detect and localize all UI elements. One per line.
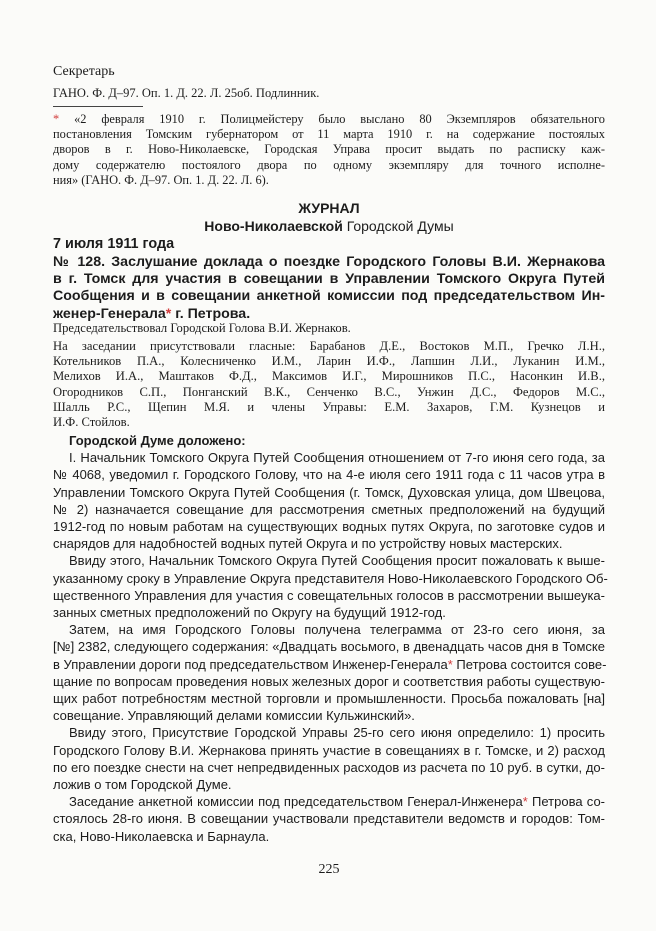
heading-line: № 128. Заслушание доклада о поездке Городского Головы В.И. Жернакова bbox=[53, 254, 605, 270]
body-line: в Управлении дороги под председательством Инженер-Генерала* Петрова состоится сове- bbox=[53, 656, 607, 672]
footnote-line: * «2 февраля 1910 г. Полицмейстеру было выслано 80 Экземпляров обязательного bbox=[53, 112, 605, 126]
duma-subtitle-rest: Городской Думы bbox=[342, 218, 454, 234]
heading-line: Сообщения и в совещании анкетной комиссии под председательством Ин- bbox=[53, 288, 605, 305]
body-line: щание по вопросам проведения новых железных дорог и соответствия работы существую- bbox=[53, 673, 605, 689]
signature-line: Секретарь bbox=[53, 64, 115, 79]
body-line: по его поездке снести на счет непредвиденных расходов из расчета по 10 руб. в сутки, до- bbox=[53, 759, 605, 775]
page-number: 225 bbox=[318, 862, 340, 877]
body-line: щих работ потребностям местной торговли и промышленности. Просьба пожаловать [на] bbox=[53, 691, 605, 707]
body-line: занных сметных предположений по Округу на будущий 1912-год. bbox=[53, 605, 446, 621]
body-line: стоялось 28-го июня. В совещании участвовали представители ведомств и городов: Том- bbox=[53, 811, 605, 827]
attendees-line: Огородников С.П., Понганский В.К., Сенченко В.С., Унжин Д.С., Федоров М.С., bbox=[53, 384, 605, 399]
attendees-line: Шалль Р.С., Щепин М.Я. и члены Управы: Е.М. Захаров, Г.М. Кузнецов и bbox=[53, 399, 605, 414]
body-line: I. Начальник Томского Округа Путей Сообщения отношением от 7-го июня сего года, за bbox=[69, 450, 605, 466]
footnote-line: постановления Томским губернатором от 11 марта 1910 г. на содержание постоялых bbox=[53, 127, 605, 142]
duma-subtitle-bold: Ново-Николаевской bbox=[204, 218, 343, 234]
body-line: Затем, на имя Городского Головы получена телеграмма от 23-го сего июня, за bbox=[69, 622, 605, 638]
body-line: Ввиду этого, Присутствие Городской Управы 25-го сего июня определило: 1) просить bbox=[69, 725, 605, 741]
body-line: щественного Управления для участия с совещательных голосов в рассмотрении вышеука- bbox=[53, 587, 605, 603]
footnote-line: дворов в г. Ново-Николаевске, Городская Управа просит выдать по расписку каж- bbox=[53, 142, 605, 157]
footnote-line: дому содержателю постоялого двора по одному экземпляру для точного исполне- bbox=[53, 157, 605, 172]
body-line: Ввиду этого, Начальник Томского Округа Путей Сообщения просит пожаловать к выше- bbox=[69, 553, 605, 569]
attendees-line: И.Ф. Стойлов. bbox=[53, 415, 130, 430]
body-line: Управлении Томского Округа Путей Сообщения (г. Томск, Духовская улица, дом Швецова, bbox=[53, 484, 605, 500]
body-line: снарядов для надобностей водных путей Округа и по устройству новых мастерских. bbox=[53, 536, 563, 552]
footnote bbox=[53, 112, 605, 188]
attendees-list bbox=[53, 339, 605, 430]
body-line: Заседание анкетной комиссии под председательством Генерал-Инженера* Петрова со- bbox=[69, 794, 605, 810]
body-line: № 4068, уведомил г. Городского Голову, что на 4-е июля сего 1911 года с 11 часов утра в bbox=[53, 467, 605, 483]
body-line: совещание. Управляющий делами комиссии Кульжинский». bbox=[53, 708, 415, 724]
footnote-asterisk: * bbox=[53, 112, 60, 126]
reported-heading: Городской Думе доложено: bbox=[69, 433, 246, 448]
footnote-line: ния» (ГАНО. Ф. Д–97. Оп. 1. Д. 22. Л. 6). bbox=[53, 172, 269, 187]
duma-subtitle bbox=[53, 218, 605, 235]
attendees-line: На заседании присутствовали гласные: Барабанов Д.Е., Востоков М.П., Гречко Л.Н., bbox=[53, 339, 605, 353]
body-line: 1912-год по новым работам на существующих водных путях Округа, по заготовке судов и bbox=[53, 519, 605, 535]
body-line: указанному сроку в Управление Округа представителя Ново-Николаевского Городского Об- bbox=[53, 570, 608, 586]
archive-reference: ГАНО. Ф. Д–97. Оп. 1. Д. 22. Л. 25об. Подлинник. bbox=[53, 86, 320, 100]
document-date: 7 июля 1911 года bbox=[53, 236, 175, 252]
document-heading bbox=[53, 254, 605, 323]
body-line: ложив о том Городской Думе. bbox=[53, 777, 232, 793]
document-body bbox=[53, 432, 608, 845]
body-line: ска, Ново-Николаевска и Барнаула. bbox=[53, 828, 270, 844]
chairman-line: Председательствовал Городской Голова В.И. Жернаков. bbox=[53, 321, 351, 335]
body-line: Городского Голову В.И. Жернакова принять участие в совещаниях в г. Томске, и 2) расход bbox=[53, 742, 605, 758]
body-line: [№] 2382, следующего содержания: «Двадцать восьмого, в двенадцать часов дня в Томске bbox=[53, 639, 605, 655]
heading-line: в г. Томск для участия в совещании в Управлении Томского Округа Путей bbox=[53, 271, 605, 288]
journal-title: ЖУРНАЛ bbox=[298, 200, 360, 216]
attendees-line: Мелихов И.А., Маштаков Ф.Д., Максимов И.Г., Мирошников П.С., Насонкин И.В., bbox=[53, 369, 605, 384]
footnote-divider bbox=[53, 106, 143, 107]
body-line: № 2) назначается совещание для рассмотрения сметных предположений на будущий bbox=[53, 501, 605, 517]
heading-line: женер-Генерала* г. Петрова. bbox=[53, 305, 251, 322]
attendees-line: Котельников П.А., Колесниченко И.М., Ларин И.Ф., Лапшин Л.И., Луканин И.М., bbox=[53, 354, 605, 369]
